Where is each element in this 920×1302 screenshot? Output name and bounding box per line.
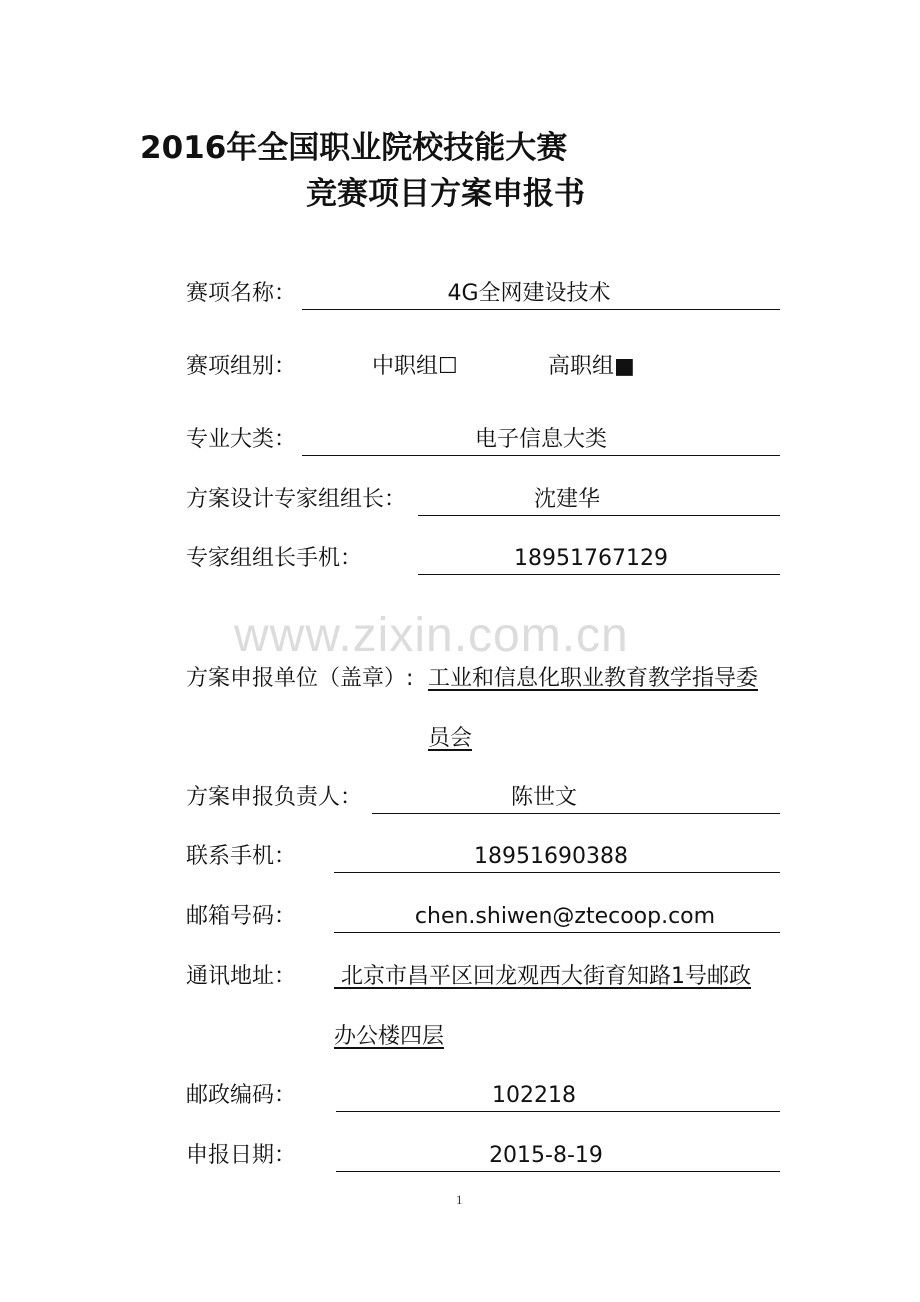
group-leader-value xyxy=(418,485,780,516)
application-date-label: 申报日期： xyxy=(186,1143,297,1168)
application-date-text: 2015-8-19 xyxy=(489,1143,603,1168)
email-text: chen.shiwen@ztecoop.com xyxy=(414,904,716,929)
person-in-charge-label: 方案申报负责人： xyxy=(186,785,363,810)
address-line-1-text: 北京市昌平区回龙观西大街育知路1号邮政 xyxy=(341,964,751,989)
email-label: 邮箱号码： xyxy=(186,904,297,929)
email-value xyxy=(334,902,780,933)
group-leader-text: 沈建华 xyxy=(533,487,600,512)
address-line-1 xyxy=(334,962,751,992)
leader-phone-label: 专家组组长手机： xyxy=(186,546,363,571)
major-category-value xyxy=(302,425,780,456)
group-option-secondary: 中职组☐ xyxy=(372,354,458,379)
page-number: 1 xyxy=(456,1192,463,1207)
event-name-text: 4G全网建设技术 xyxy=(447,281,611,306)
major-category-label: 专业大类： xyxy=(186,427,297,452)
watermark-text: www.zixin.com.cn xyxy=(234,609,629,662)
title-line-1: 2016年全国职业院校技能大赛 xyxy=(140,130,568,166)
group-option-higher: 高职组■ xyxy=(548,354,635,379)
applicant-unit-label: 方案申报单位（盖章）: xyxy=(186,666,414,691)
event-group-label: 赛项组别： xyxy=(186,354,297,379)
event-name-label: 赛项名称： xyxy=(186,281,297,306)
title-line-2: 竞赛项目方案申报书 xyxy=(306,176,585,212)
person-in-charge-text: 陈世文 xyxy=(510,785,577,810)
person-in-charge-value xyxy=(372,783,780,814)
applicant-unit-line-2: 员会 xyxy=(428,726,473,751)
postal-code-text: 102218 xyxy=(492,1083,576,1108)
address-line-2: 办公楼四层 xyxy=(334,1024,445,1049)
contact-phone-label: 联系手机： xyxy=(186,844,297,869)
postal-code-value xyxy=(336,1081,780,1112)
address-label: 通讯地址： xyxy=(186,964,297,989)
contact-phone-value xyxy=(334,842,780,873)
leader-phone-text: 18951767129 xyxy=(514,546,668,571)
postal-code-label: 邮政编码： xyxy=(186,1083,297,1108)
group-leader-label: 方案设计专家组组长： xyxy=(186,487,407,512)
application-date-value xyxy=(336,1141,780,1172)
major-category-text: 电子信息大类 xyxy=(474,427,607,452)
contact-phone-text: 18951690388 xyxy=(474,844,628,869)
leader-phone-value xyxy=(418,544,780,575)
event-name-value xyxy=(302,279,780,310)
applicant-unit-line-1: 工业和信息化职业教育教学指导委 xyxy=(428,666,759,691)
